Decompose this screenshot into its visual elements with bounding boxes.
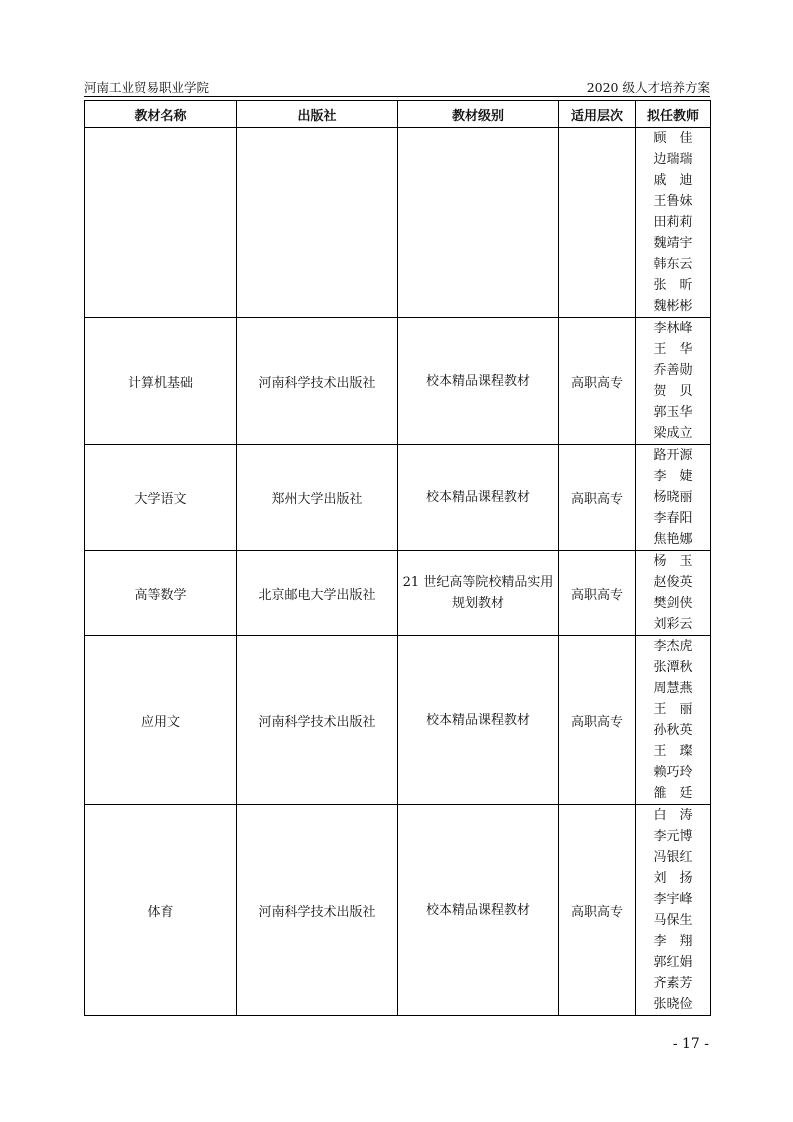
table-row: [85, 551, 711, 636]
col-header-applicable-level: 适用层次: [559, 101, 636, 128]
teacher-name: 王 丽: [653, 702, 693, 717]
page-number: - 17 -: [672, 1036, 709, 1052]
cell-publisher: [237, 128, 398, 318]
teacher-name: 顾 佳: [653, 131, 693, 146]
col-header-teachers: 拟任教师: [636, 101, 711, 128]
cell-teachers: [636, 636, 711, 805]
cell-textbook-name: 体育: [85, 805, 237, 1016]
cell-textbook-name: 计算机基础: [85, 318, 237, 445]
teacher-name: 杨 玉: [653, 554, 693, 569]
teacher-name: 李 婕: [653, 469, 693, 484]
cell-publisher: 河南科学技术出版社: [237, 636, 398, 805]
teacher-name: 樊剑侠: [653, 596, 693, 611]
cell-textbook-name: 高等数学: [85, 551, 237, 636]
cell-textbook-level: 校本精品课程教材: [398, 445, 559, 551]
cell-textbook-name: [85, 128, 237, 318]
cell-textbook-level: 校本精品课程教材: [398, 318, 559, 445]
teacher-name: 刘彩云: [653, 617, 693, 632]
cell-textbook-level: 21 世纪高等院校精品实用规划教材: [398, 551, 559, 636]
cell-textbook-name: 应用文: [85, 636, 237, 805]
page-header: [84, 79, 710, 97]
col-header-textbook-level: 教材级别: [398, 101, 559, 128]
teacher-name: 韩东云: [653, 257, 693, 272]
teacher-name: 乔善勋: [653, 363, 693, 378]
teacher-name: 李 翔: [653, 934, 693, 949]
header-school-name: 河南工业贸易职业学院: [84, 80, 210, 95]
cell-teachers: [636, 318, 711, 445]
cell-applicable-level: 高职高专: [559, 318, 636, 445]
cell-textbook-level: 校本精品课程教材: [398, 805, 559, 1016]
cell-publisher: 北京邮电大学出版社: [237, 551, 398, 636]
table-row: [85, 636, 711, 805]
col-header-publisher: 出版社: [237, 101, 398, 128]
teacher-name: 齐素芳: [653, 976, 693, 991]
teacher-name: 梁成立: [653, 426, 693, 441]
table-row: [85, 128, 711, 318]
teacher-name: 张潭秋: [653, 660, 693, 675]
table-row: [85, 445, 711, 551]
cell-textbook-level: 校本精品课程教材: [398, 636, 559, 805]
cell-publisher: 河南科学技术出版社: [237, 805, 398, 1016]
teacher-name: 戚 迪: [653, 173, 693, 188]
teacher-name: 赵俊英: [653, 575, 693, 590]
teacher-name: 郭玉华: [653, 405, 693, 420]
teacher-name: 孙秋英: [653, 723, 693, 738]
teacher-name: 白 涛: [653, 808, 693, 823]
teacher-name: 刘 扬: [653, 871, 693, 886]
cell-teachers: [636, 445, 711, 551]
teacher-name: 边瑞瑞: [653, 152, 693, 167]
cell-applicable-level: 高职高专: [559, 445, 636, 551]
header-doc-title: 2020 级人才培养方案: [586, 80, 710, 95]
teacher-name: 路开源: [653, 448, 693, 463]
table-row: [85, 805, 711, 1016]
teacher-name: 魏彬彬: [653, 299, 693, 314]
teacher-name: 赖巧玲: [653, 765, 693, 780]
teacher-name: 杨晓丽: [653, 490, 693, 505]
teacher-name: 贺 贝: [653, 384, 693, 399]
teacher-name: 马保生: [653, 913, 693, 928]
teacher-name: 周慧燕: [653, 681, 693, 696]
cell-teachers: [636, 551, 711, 636]
header-rule: [84, 96, 710, 97]
cell-textbook-name: 大学语文: [85, 445, 237, 551]
teacher-name: 王 璨: [653, 744, 693, 759]
col-header-textbook-name: 教材名称: [85, 101, 237, 128]
teacher-name: 李元博: [653, 829, 693, 844]
cell-applicable-level: 高职高专: [559, 636, 636, 805]
teacher-name: 李杰虎: [653, 639, 693, 654]
cell-teachers: [636, 128, 711, 318]
teacher-name: 雒 廷: [653, 786, 693, 801]
teacher-name: 王 华: [653, 342, 693, 357]
cell-publisher: 河南科学技术出版社: [237, 318, 398, 445]
table-row: [85, 318, 711, 445]
teacher-name: 魏靖宇: [653, 236, 693, 251]
cell-teachers: [636, 805, 711, 1016]
teacher-name: 张晓俭: [653, 997, 693, 1012]
cell-publisher: 郑州大学出版社: [237, 445, 398, 551]
textbook-table: [84, 100, 711, 1016]
teacher-name: 王鲁妹: [653, 194, 693, 209]
teacher-name: 李宇峰: [653, 892, 693, 907]
teacher-name: 李春阳: [653, 511, 693, 526]
cell-applicable-level: 高职高专: [559, 805, 636, 1016]
teacher-name: 李林峰: [653, 321, 693, 336]
cell-applicable-level: [559, 128, 636, 318]
teacher-name: 郭红娟: [653, 955, 693, 970]
teacher-name: 张 昕: [653, 278, 693, 293]
cell-textbook-level: [398, 128, 559, 318]
teacher-name: 冯银红: [653, 850, 693, 865]
cell-applicable-level: 高职高专: [559, 551, 636, 636]
teacher-name: 田莉莉: [653, 215, 693, 230]
teacher-name: 焦艳娜: [653, 532, 693, 547]
table-header-row: [85, 101, 711, 128]
